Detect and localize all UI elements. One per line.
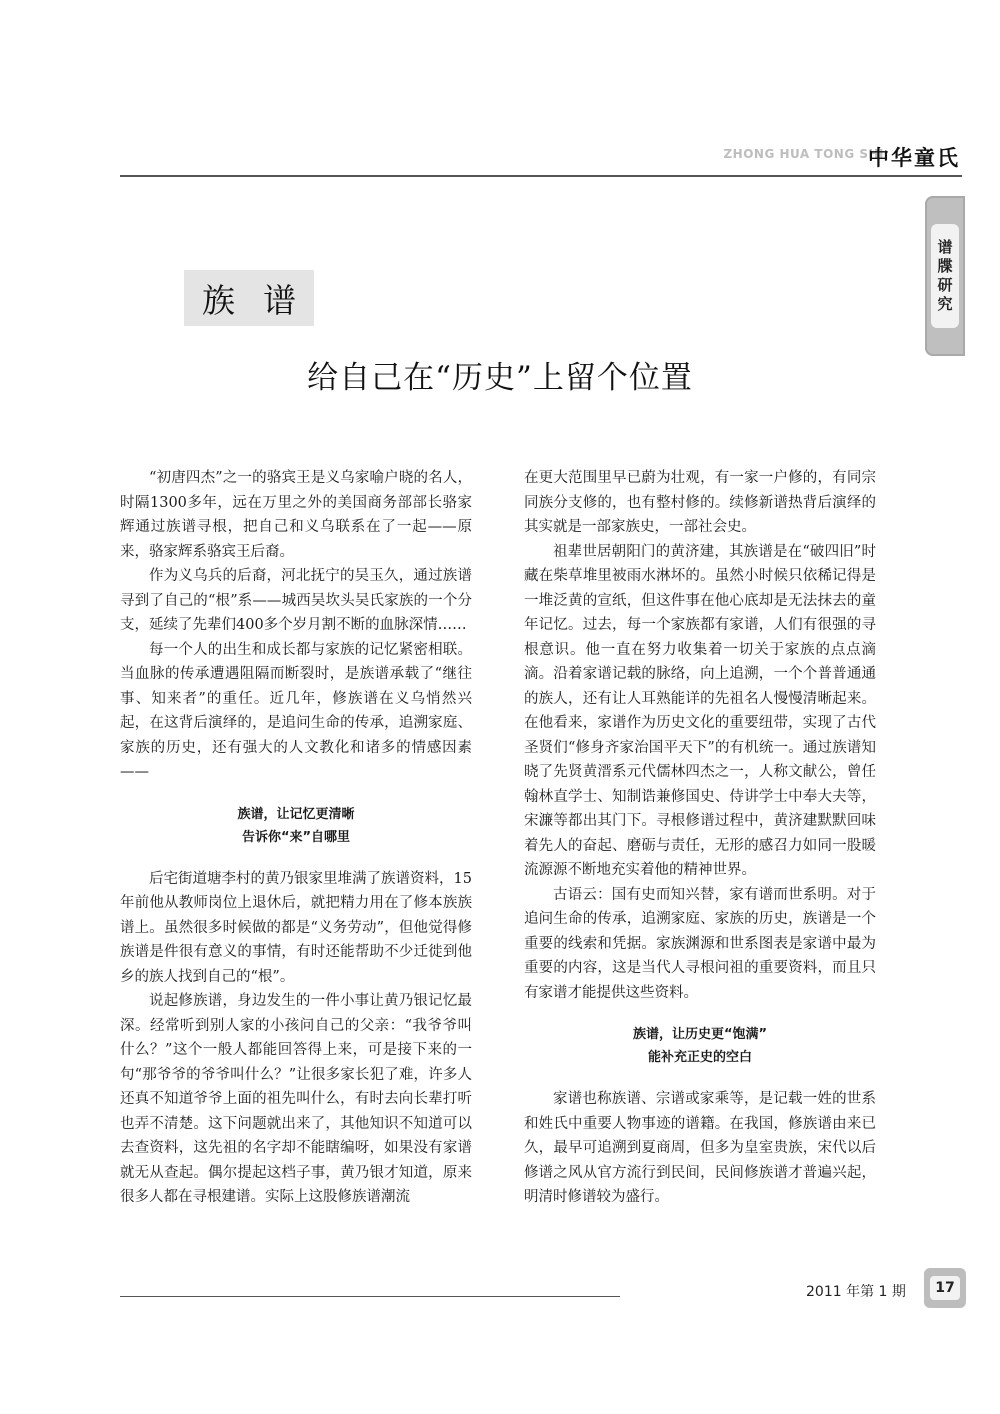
- section-tab-char: 牒: [937, 257, 953, 275]
- section-subhead: [120, 803, 472, 849]
- article-kicker: [184, 270, 324, 326]
- body-paragraph: 古语云：国有史而知兴替，家有谱而世系明。对于追问生命的传承，追溯家庭、家族的历史，族谱是一个重要的线索和凭据。家族渊源和世系图表是家谱中最为重要的内容，这是当代人寻根问祖的重要资料，而且只有家谱才能提供这些资料。: [524, 886, 876, 1001]
- section-tab-char: 究: [937, 295, 953, 313]
- section-tab-char: 谱: [937, 238, 953, 256]
- header-pinyin: ZHONG HUA TONG SHI: [723, 147, 884, 161]
- right-column: [524, 466, 876, 1210]
- body-paragraph: 后宅街道塘李村的黄乃银家里堆满了族谱资料，15年前他从教师岗位上退休后，就把精力用在了修本族族谱上。虽然很多时候做的都是“义务劳动”，但他觉得修族谱是件很有意义的事情，有时还能帮助不少迁徙到他乡的族人找到自己的“根”。: [120, 870, 472, 985]
- subhead-line: 能补充正史的空白: [647, 1050, 752, 1065]
- subhead-line: 族谱，让历史更“饱满”: [632, 1027, 768, 1042]
- section-tab-label: [931, 224, 959, 328]
- body-paragraph-continued: 在更大范围里早已蔚为壮观，有一家一户修的，有同宗同族分支修的，也有整村修的。续修新谱热背后演绎的其实就是一部家族史，一部社会史。: [524, 470, 876, 535]
- section-tab: [925, 196, 965, 356]
- article-headline: 给自己在“历史”上留个位置: [307, 360, 693, 396]
- header-divider: [120, 175, 962, 177]
- kicker-text: 族谱: [202, 280, 324, 320]
- magazine-title: 中华童氏: [868, 145, 960, 170]
- subhead-line: 告诉你“来”自哪里: [241, 829, 351, 845]
- left-column: [120, 466, 472, 1210]
- page-number-badge: [924, 1268, 966, 1308]
- body-paragraph: 说起修族谱，身边发生的一件小事让黄乃银记忆最深。经常听到别人家的小孩问自己的父亲：“我爷爷叫什么？”这个一般人都能回答得上来，可是接下来的一句“那爷爷的爷爷叫什么？”让很多家长犯了难，许多人还真不知道爷爷上面的祖先叫什么，有时去向长辈打听也弄不清楚。这下问题就出来了，其他知识不知道可以去查资料，这先祖的名字却不能瞎编呀，如果没有家谱就无从查起。偶尔提起这档子事，黄乃银才知道，原来很多人都在寻根建谱。实际上这股修族谱潮流: [120, 993, 472, 1205]
- issue-label: 2011 年第 1 期: [806, 1284, 906, 1300]
- footer-divider: [120, 1296, 620, 1297]
- body-paragraph: 每一个人的出生和成长都与家族的记忆紧密相联。当血脉的传承遭遇阻隔而断裂时，是族谱承载了“继往事、知来者”的重任。近几年，修族谱在义乌悄然兴起，在这背后演绎的，是追问生命的传承，追溯家庭、家族的历史，还有强大的人文教化和诸多的情感因素——: [120, 641, 472, 780]
- body-paragraph: 作为义乌兵的后裔，河北抚宁的吴玉久，通过族谱寻到了自己的“根”系——城西吴坎头吴氏家族的一个分支，延续了先辈们400多个岁月割不断的血脉深情……: [120, 568, 472, 633]
- body-paragraph: “初唐四杰”之一的骆宾王是义乌家喻户晓的名人，时隔1300多年，远在万里之外的美国商务部部长骆家辉通过族谱寻根，把自己和义乌联系在了一起——原来，骆家辉系骆宾王后裔。: [120, 470, 472, 560]
- section-subhead: [524, 1023, 876, 1069]
- body-paragraph: 家谱也称族谱、宗谱或家乘等，是记载一姓的世系和姓氏中重要人物事迹的谱籍。在我国，修族谱由来已久，最早可追溯到夏商周，但多为皇室贵族，宋代以后修谱之风从官方流行到民间，民间修族谱才普遍兴起，明清时修谱较为盛行。: [524, 1091, 876, 1205]
- section-tab-char: 研: [937, 276, 953, 294]
- body-paragraph: 祖辈世居朝阳门的黄济建，其族谱是在“破四旧”时藏在柴草堆里被雨水淋坏的。虽然小时候只依稀记得是一堆泛黄的宣纸，但这件事在他心底却是无法抹去的童年记忆。过去，每一个家族都有家谱，人们有很强的寻根意识。他一直在努力收集着一切关于家族的点点滴滴。沿着家谱记载的脉络，向上追溯，一个个普普通通的族人，还有让人耳熟能详的先祖名人慢慢清晰起来。在他看来，家谱作为历史文化的重要纽带，实现了古代圣贤们“修身齐家治国平天下”的有机统一。通过族谱知晓了先贤黄溍系元代儒林四杰之一，人称文献公，曾任翰林直学士、知制诰兼修国史、侍讲学士中奉大夫等，宋濂等都出其门下。寻根修谱过程中，黄济建默默回味着先人的奋起、磨砺与责任，无形的感召力如同一股暖流源源不断地充实着他的精神世界。: [524, 543, 876, 878]
- subhead-line: 族谱，让记忆更清晰: [237, 806, 355, 822]
- page-number: 17: [930, 1276, 959, 1300]
